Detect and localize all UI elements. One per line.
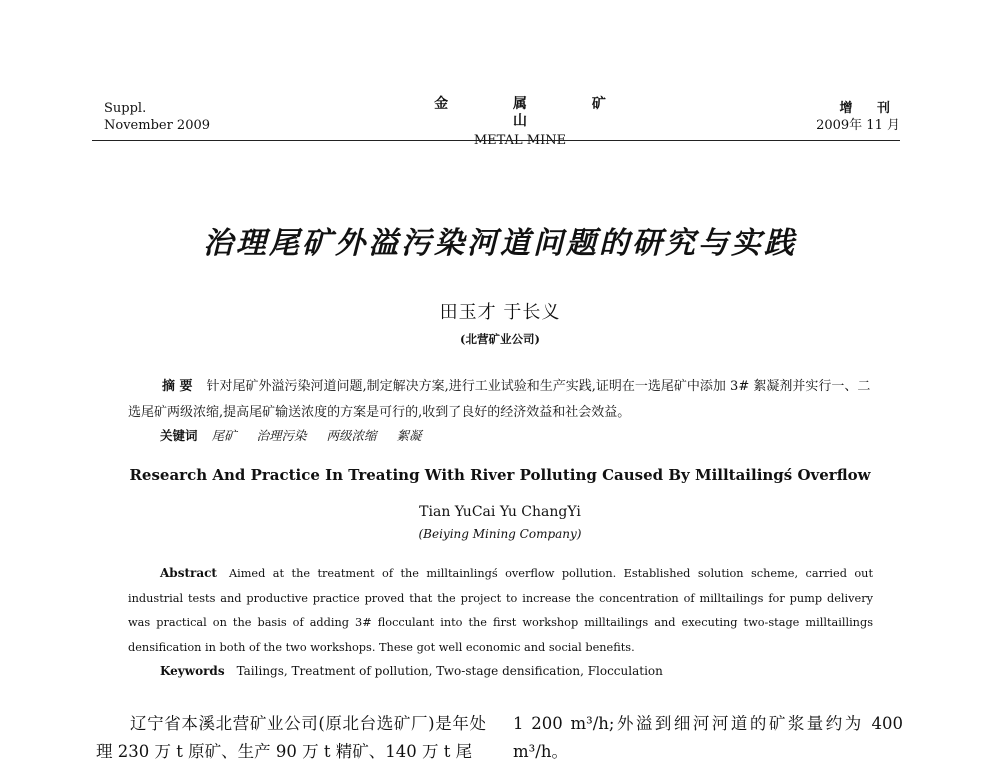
journal-name-cn: 金 属 矿 山 — [434, 96, 636, 129]
authors-cn: 田玉才 于长义 — [439, 302, 561, 323]
authors-en: Tian YuCai Yu ChangYi — [419, 504, 581, 520]
paper-title-en: Research And Practice In Treating With River Polluting Caused By Milltailingś Overflow — [129, 466, 871, 484]
abstract-en-text: Aimed at the treatment of the milltainlingś overflow pollution. Established solution scheme, carried out industrial tests and productive practice proved that the project to increase the concentration of milltailings for pump delivery was practical on the basis of adding 3# flocculant into the first workshop milltailings and executing two-stage milltaillings densification in both of the two workshops. These got well economic and social benefits. — [128, 567, 873, 654]
body-column-right: 1 200 m³/h;外溢到细河河道的矿浆量约为 400 m³/h。 — [513, 714, 903, 761]
running-header-left — [104, 100, 210, 134]
affiliation-cn: (北营矿业公司) — [460, 332, 540, 346]
paper-title-cn: 治理尾矿外溢污染河道问题的研究与实践 — [203, 226, 797, 261]
keywords-en-text: Tailings, Treatment of pollution, Two-stage densification, Flocculation — [236, 664, 663, 678]
keywords-en-label: Keywords — [160, 664, 225, 678]
running-header-right — [816, 100, 900, 134]
abstract-en-label: Abstract — [160, 566, 217, 580]
keywords-cn — [160, 426, 438, 444]
affiliation-en: (Beiying Mining Company) — [418, 527, 582, 541]
supplement-label-cn: 增 刊 — [839, 101, 900, 116]
keyword-cn: 絮凝 — [396, 428, 422, 443]
journal-name-en: METAL MINE — [473, 133, 567, 148]
supplement-label: Suppl. — [104, 101, 147, 116]
keyword-cn: 尾矿 — [211, 428, 237, 443]
abstract-cn-text: 针对尾矿外溢污染河道问题,制定解决方案,进行工业试验和生产实践,证明在一选尾矿中添加 3# 絮凝剂并实行一、二选尾矿两级浓缩,提高尾矿输送浓度的方案是可行的,收到了良好的经济效益和社会效益。 — [128, 379, 871, 420]
header-rule — [92, 140, 900, 141]
keywords-cn-label: 关键词 — [160, 428, 198, 443]
issue-date-cn: 2009年 11 月 — [816, 118, 900, 133]
issue-date-en: November 2009 — [104, 118, 211, 133]
abstract-en — [128, 561, 873, 660]
keyword-cn: 治理污染 — [256, 428, 307, 443]
abstract-cn — [128, 374, 873, 426]
keywords-en — [160, 664, 663, 678]
keyword-cn: 两级浓缩 — [326, 428, 377, 443]
running-header-center — [380, 96, 660, 149]
abstract-cn-label: 摘 要 — [162, 379, 193, 394]
body-column-left: 辽宁省本溪北营矿业公司(原北台选矿厂)是年处理 230 万 t 原矿、生产 90 万 t 精矿、140 万 t 尾 — [96, 714, 486, 761]
